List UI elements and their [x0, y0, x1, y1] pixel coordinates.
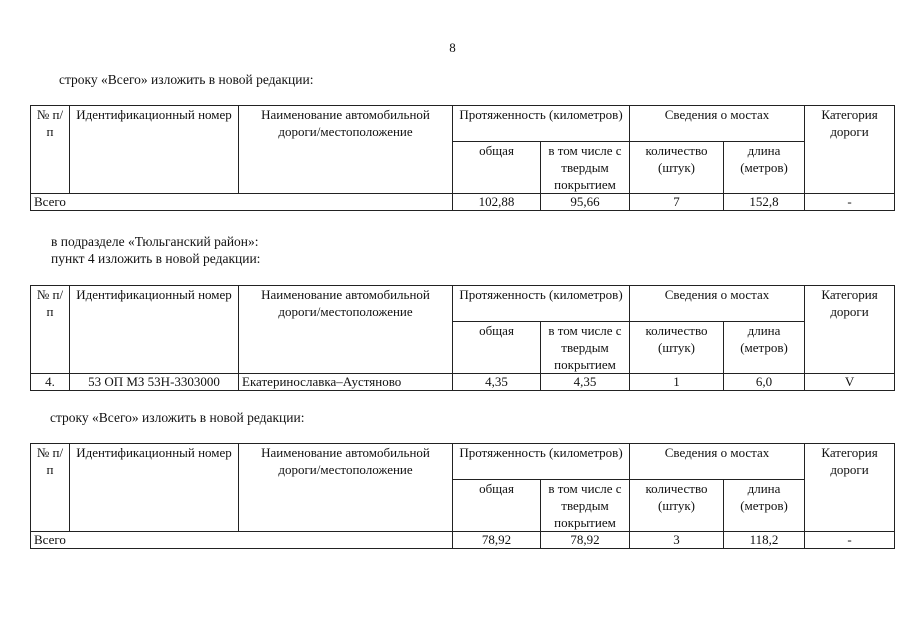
instruction-item4: пункт 4 изложить в новой редакции:	[51, 251, 261, 266]
cell-category: V	[805, 374, 895, 391]
page-number: 8	[449, 40, 456, 55]
cell-blen: 6,0	[724, 374, 805, 391]
header-name: Наименование автомобильной дороги/местоположение	[239, 444, 453, 532]
roads-table-total-2	[30, 443, 895, 549]
header-num: № п/п	[31, 444, 70, 532]
header-id: Идентификационный номер	[70, 106, 239, 194]
header-paved: в том числе с твердым покрытием	[541, 142, 630, 194]
row-label: Всего	[31, 194, 453, 211]
table-row	[31, 194, 895, 211]
header-name: Наименование автомобильной дороги/местоположение	[239, 286, 453, 374]
header-category: Категория дороги	[805, 106, 895, 194]
header-category: Категория дороги	[805, 286, 895, 374]
header-count: количество (штук)	[630, 142, 724, 194]
cell-blen: 152,8	[724, 194, 805, 211]
cell-category: -	[805, 194, 895, 211]
cell-count: 3	[630, 532, 724, 549]
cell-total: 4,35	[453, 374, 541, 391]
header-blen: длина (метров)	[724, 480, 805, 532]
instruction-subsection: в подразделе «Тюльганский район»:	[51, 234, 259, 249]
header-paved: в том числе с твердым покрытием	[541, 322, 630, 374]
header-num: № п/п	[31, 106, 70, 194]
header-bridges: Сведения о мостах	[630, 106, 805, 142]
header-count: количество (штук)	[630, 322, 724, 374]
header-id: Идентификационный номер	[70, 286, 239, 374]
roads-table-total-1	[30, 105, 895, 211]
header-total: общая	[453, 142, 541, 194]
header-id: Идентификационный номер	[70, 444, 239, 532]
header-category: Категория дороги	[805, 444, 895, 532]
header-blen: длина (метров)	[724, 322, 805, 374]
cell-category: -	[805, 532, 895, 549]
cell-count: 1	[630, 374, 724, 391]
header-length: Протяженность (километров)	[453, 106, 630, 142]
header-blen: длина (метров)	[724, 142, 805, 194]
header-num: № п/п	[31, 286, 70, 374]
header-total: общая	[453, 480, 541, 532]
header-length: Протяженность (километров)	[453, 286, 630, 322]
cell-name: Екатеринославка–Аустяново	[239, 374, 453, 391]
header-paved: в том числе с твердым покрытием	[541, 480, 630, 532]
header-bridges: Сведения о мостах	[630, 444, 805, 480]
roads-table-item-4	[30, 285, 895, 391]
cell-num: 4.	[31, 374, 70, 391]
cell-total: 102,88	[453, 194, 541, 211]
cell-blen: 118,2	[724, 532, 805, 549]
table-row	[31, 532, 895, 549]
header-count: количество (штук)	[630, 480, 724, 532]
cell-paved: 95,66	[541, 194, 630, 211]
instruction-total-2: строку «Всего» изложить в новой редакции:	[50, 410, 305, 425]
instruction-total-1: строку «Всего» изложить в новой редакции:	[59, 72, 314, 87]
cell-count: 7	[630, 194, 724, 211]
cell-paved: 4,35	[541, 374, 630, 391]
cell-paved: 78,92	[541, 532, 630, 549]
header-length: Протяженность (километров)	[453, 444, 630, 480]
header-name: Наименование автомобильной дороги/местоположение	[239, 106, 453, 194]
header-bridges: Сведения о мостах	[630, 286, 805, 322]
cell-id: 53 ОП МЗ 53Н-3303000	[70, 374, 239, 391]
cell-total: 78,92	[453, 532, 541, 549]
table-row	[31, 374, 895, 391]
header-total: общая	[453, 322, 541, 374]
row-label: Всего	[31, 532, 453, 549]
